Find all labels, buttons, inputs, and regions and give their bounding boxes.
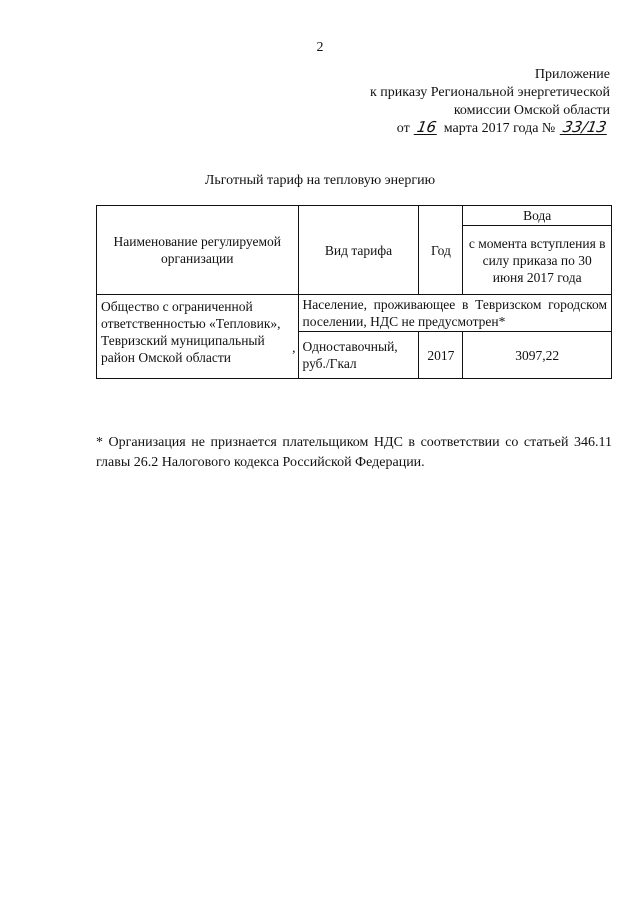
document-title: Льготный тариф на тепловую энергию [204, 173, 436, 188]
date-prefix: от [396, 121, 410, 136]
consumer-group: Население, проживающее в Тевризском городском поселении, НДС не предусмотрен* [298, 295, 611, 332]
tariff-value-cell: 3097,22 [463, 332, 612, 379]
footnote: * Организация не признается плательщиком НДС в соответствии со статьей 346.11 главы 26.2 Налогового кодекса Российской Федерации. [96, 435, 612, 470]
page-number: 2 [316, 40, 324, 55]
header-year: Год [419, 206, 463, 295]
date-rest: марта 2017 года № [443, 121, 556, 136]
appendix-header [270, 66, 610, 138]
appendix-line-3: комиссии Омской области [453, 103, 610, 118]
stray-mark: , [292, 340, 296, 355]
handwritten-order-number: 33/13 [561, 118, 608, 136]
header-row-1 [97, 206, 612, 226]
tariff-table [96, 205, 612, 379]
header-water-period: с момента вступления в силу приказа по 30 июня 2017 года [463, 226, 612, 295]
organization-cell [97, 295, 299, 379]
handwritten-day: 16 [415, 118, 438, 136]
appendix-date-line [270, 120, 610, 138]
consumer-group-row [97, 295, 612, 332]
year-cell: 2017 [419, 332, 463, 379]
appendix-line-1: Приложение [534, 67, 610, 82]
organization-name: Общество с ограниченной ответственностью «Тепловик», Тевризский муниципальный район Омской области [101, 299, 281, 365]
header-organization: Наименование регулируемой организации [97, 206, 299, 295]
tariff-type-cell: Одноставочный, руб./Гкал [298, 332, 419, 379]
appendix-line-2: к приказу Региональной энергетической [369, 85, 610, 100]
header-water: Вода [463, 206, 612, 226]
header-tariff-type: Вид тарифа [298, 206, 419, 295]
